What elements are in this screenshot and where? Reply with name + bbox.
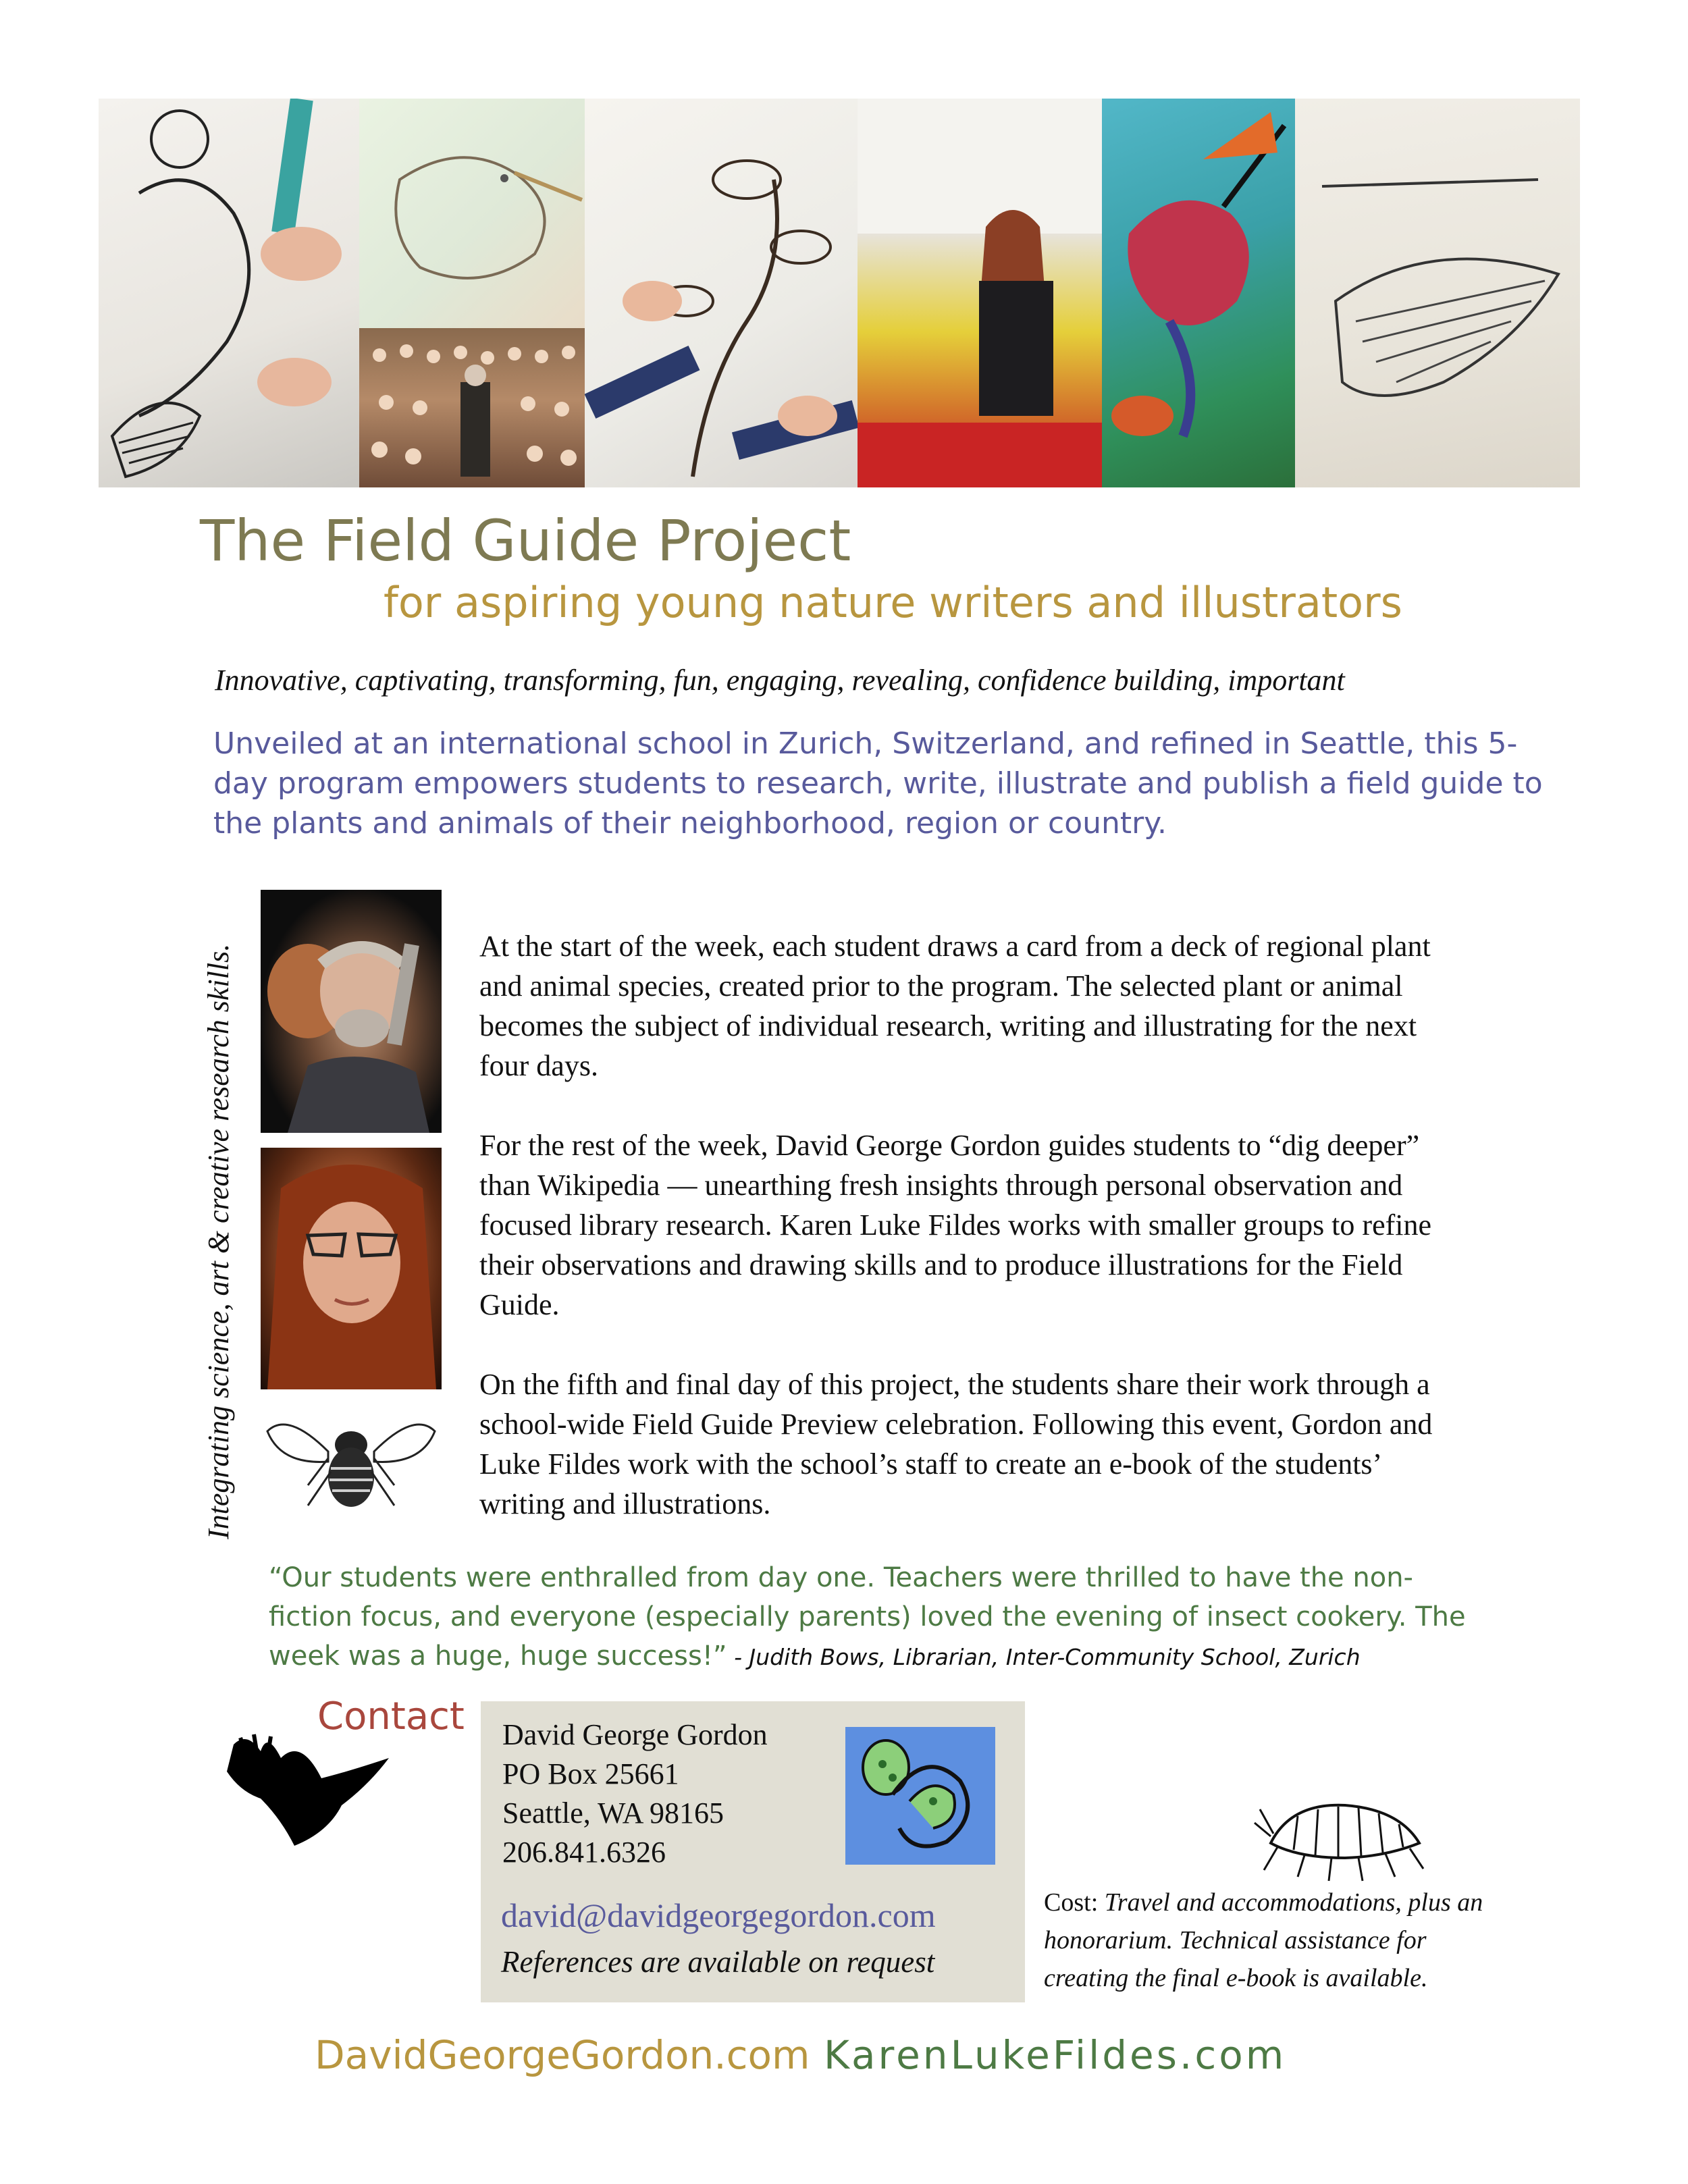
contact-pobox: PO Box 25661: [502, 1757, 679, 1790]
vertical-side-text: Integrating science, art & creative research skills.: [202, 943, 235, 1539]
bird-wing-diagram-sketch-photo: [1295, 99, 1580, 487]
quote-attribution: - Judith Bows, Librarian, Inter-Community School, Zurich: [727, 1644, 1361, 1670]
david-george-gordon-portrait: [261, 890, 442, 1133]
contact-email-link[interactable]: david@davidgeorgegordon.com: [501, 1896, 936, 1934]
cost-text: Travel and accommodations, plus an honorarium. Technical assistance for creating the final e-book is available.: [1044, 1888, 1483, 1992]
illustrator-teaching-photo: [858, 99, 1102, 487]
quote-text: “Our students were enthralled from day one. Teachers were thrilled to have the non-fiction focus, and everyone (especially parents) loved the evening of insect cookery. The week was a huge, huge success!”: [269, 1562, 1466, 1672]
page-subtitle: for aspiring young nature writers and illustrators: [384, 578, 1402, 627]
cost-note: [1044, 1884, 1503, 1997]
bee-illustration: [261, 1404, 442, 1516]
cost-label: Cost:: [1044, 1888, 1099, 1917]
header-photo-collage: [99, 99, 1580, 487]
contact-heading: Contact: [317, 1695, 465, 1738]
karen-luke-fildes-portrait: [261, 1148, 442, 1389]
program-description: [479, 926, 1472, 1564]
body-paragraph: On the fifth and final day of this project, the students share their work through a school-wide Field Guide Preview celebration. Following this event, Gordon and Luke Fildes work with the school’s staff to create an e-book of the students’ writing and illustrations.: [479, 1368, 1433, 1520]
isopod-illustration: [1250, 1782, 1433, 1884]
contact-box: [481, 1701, 1025, 2002]
karen-website-link[interactable]: KarenLukeFildes.com: [824, 2032, 1287, 2078]
testimonial-quote: [269, 1558, 1484, 1677]
heron-sketch-photo: [359, 99, 585, 328]
page-title: The Field Guide Project: [200, 508, 851, 574]
tagline: Innovative, captivating, transforming, fun, engaging, revealing, confidence building, important: [215, 664, 1345, 697]
references-note: References are available on request: [501, 1945, 935, 1979]
body-paragraph: For the rest of the week, David George Gordon guides students to “dig deeper” than Wikipedia — unearthing fresh insights through personal observation and focused library research. Karen Luke Fildes works with smaller groups to refine their observations and drawing skills and to produce illustrations for the Field Guide.: [479, 1129, 1431, 1321]
david-website-link[interactable]: DavidGeorgeGordon.com: [315, 2032, 810, 2078]
contact-phone: 206.841.6326: [502, 1836, 666, 1869]
children-drawing-plant-photo: [585, 99, 858, 487]
student-drawing-bird-photo: [99, 99, 359, 487]
intro-paragraph: Unveiled at an international school in Zurich, Switzerland, and refined in Seattle, this 5-day program empowers students to research, write, illustrate and publish a field guide to the plants and animals of their neighborhood, region or country.: [213, 726, 1543, 841]
contact-city: Seattle, WA 98165: [502, 1796, 724, 1830]
larva-drawing: [845, 1727, 995, 1865]
school-assembly-photo: [359, 328, 585, 487]
hummingbird-painting-photo: [1102, 99, 1295, 487]
body-paragraph: At the start of the week, each student draws a card from a deck of regional plant and animal species, created prior to the program. The selected plant or animal becomes the subject of individual research, writing and illustrating for the next four days.: [479, 930, 1431, 1082]
contact-name: David George Gordon: [502, 1718, 768, 1751]
